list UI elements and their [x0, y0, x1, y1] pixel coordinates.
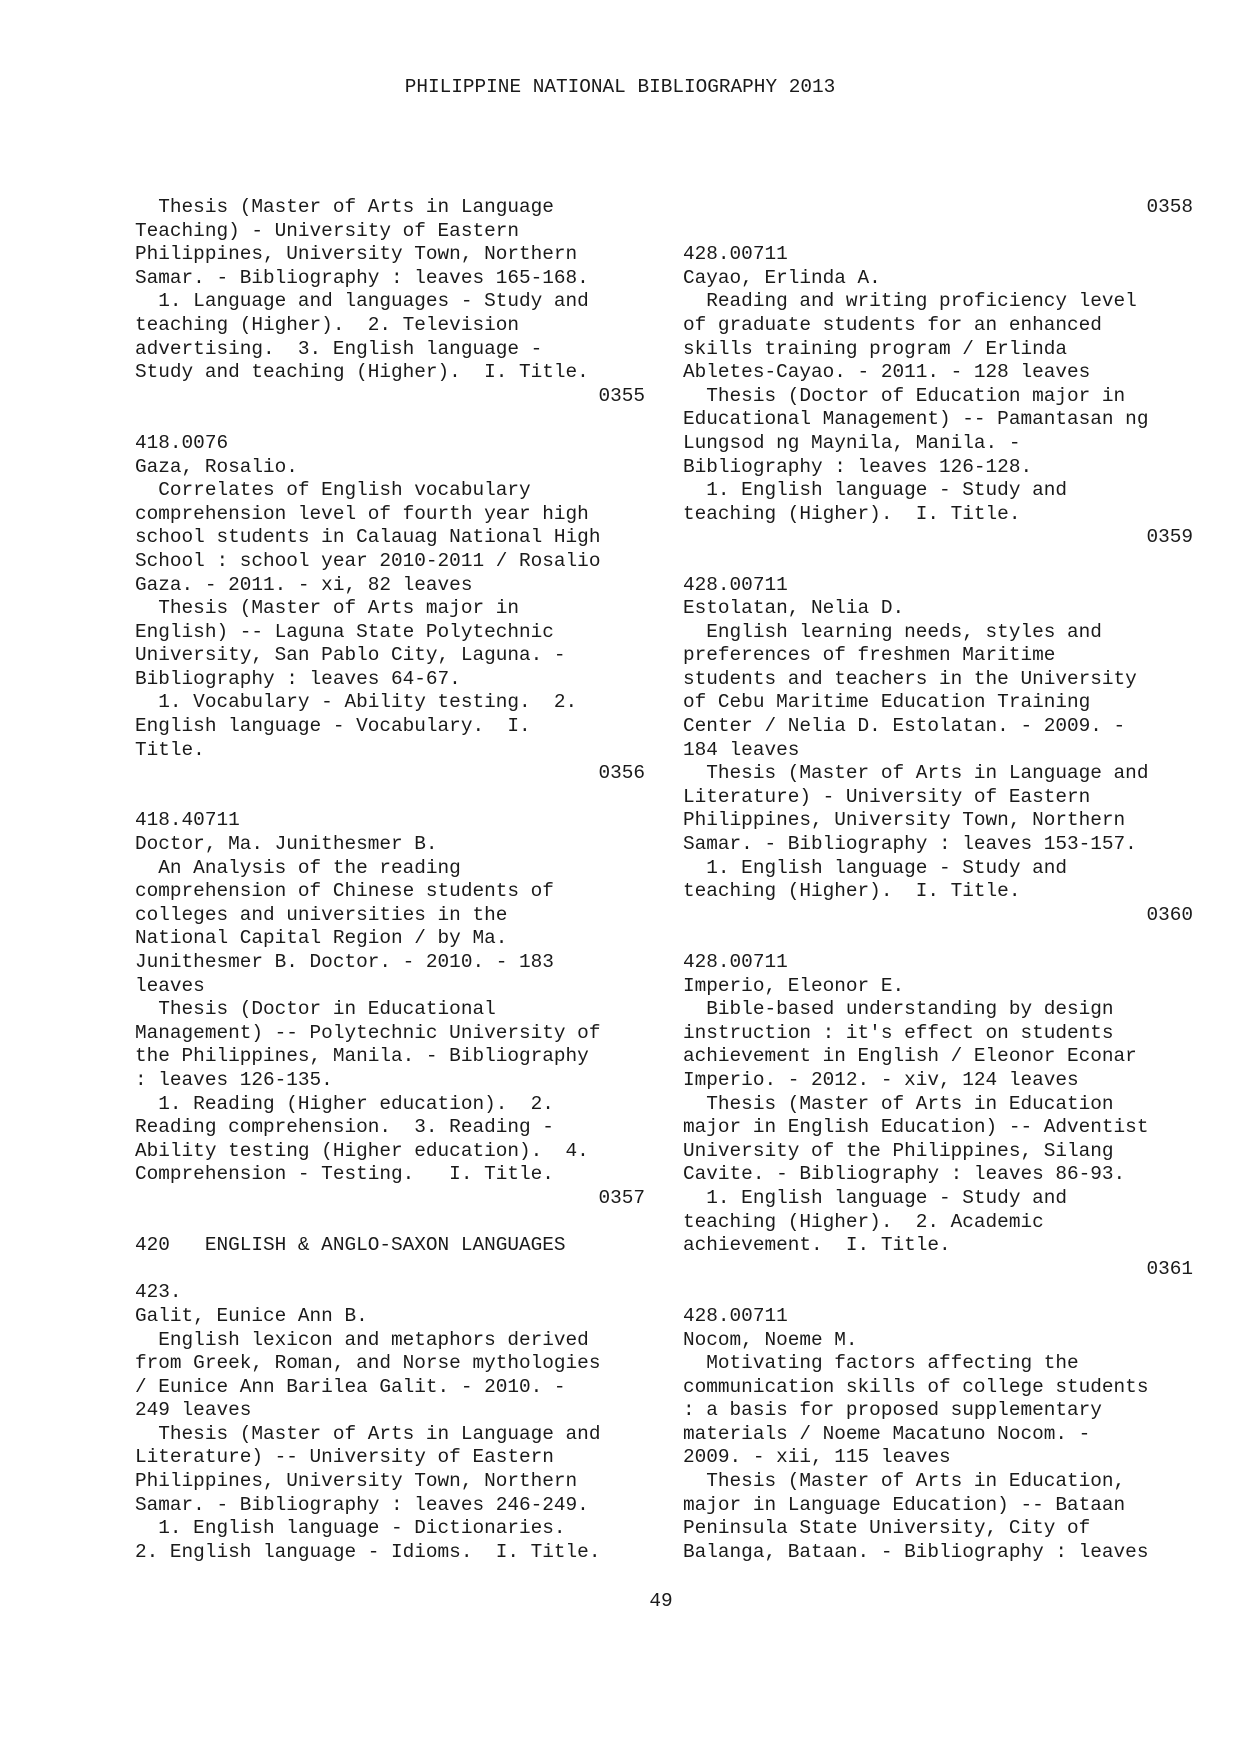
text-line: school students in Calauag National High: [135, 526, 601, 549]
text-line: 428.00711: [683, 243, 788, 266]
text-line: Comprehension - Testing. I. Title.: [135, 1163, 554, 1186]
text-line: Ability testing (Higher education). 4.: [135, 1139, 589, 1162]
text-line: Imperio. - 2012. - xiv, 124 leaves: [683, 1068, 1079, 1091]
text-line: [683, 550, 1193, 574]
entry-number: 0357: [598, 1186, 645, 1209]
text-line: Samar. - Bibliography : leaves 246-249.: [135, 1493, 589, 1516]
text-line: Samar. - Bibliography : leaves 153-157.: [683, 833, 1137, 856]
left-column: [135, 196, 645, 1564]
text-line: instruction : it's effect on students: [683, 1021, 1114, 1044]
text-line: Thesis (Doctor in Educational: [135, 998, 496, 1021]
text-line: Cayao, Erlinda A.: [683, 266, 881, 289]
text-line: 1. English language - Study and: [683, 1186, 1067, 1209]
text-line: leaves: [135, 974, 205, 997]
text-line: [135, 408, 645, 432]
text-line: students and teachers in the University: [683, 667, 1137, 690]
text-line: achievement in English / Eleonor Econar: [683, 1045, 1137, 1068]
text-line: Bibliography : leaves 126-128.: [683, 455, 1033, 478]
entry-number: 0356: [598, 762, 645, 785]
entry-number: 0359: [1146, 526, 1193, 549]
text-line: [135, 786, 645, 810]
text-line: Bibliography : leaves 64-67.: [135, 667, 461, 690]
text-line: Doctor, Ma. Junithesmer B.: [135, 833, 438, 856]
text-line: Thesis (Master of Arts in Language and: [135, 1422, 601, 1445]
text-line: of Cebu Maritime Education Training: [683, 691, 1091, 714]
right-column: [683, 196, 1193, 1564]
entry-number: 0355: [598, 384, 645, 407]
text-line: Study and teaching (Higher). I. Title.: [135, 361, 589, 384]
text-line: from Greek, Roman, and Norse mythologies: [135, 1352, 601, 1375]
text-line: Management) -- Polytechnic University of: [135, 1021, 601, 1044]
text-line: Philippines, University Town, Northern: [135, 1470, 578, 1493]
text-line: Educational Management) -- Pamantasan ng: [683, 408, 1149, 431]
text-line: Peninsula State University, City of: [683, 1517, 1091, 1540]
text-line: Bible-based understanding by design: [683, 998, 1114, 1021]
text-line: : leaves 126-135.: [135, 1068, 333, 1091]
text-line: 2009. - xii, 115 leaves: [683, 1446, 951, 1469]
text-line: Estolatan, Nelia D.: [683, 597, 905, 620]
text-line: Gaza, Rosalio.: [135, 455, 298, 478]
page-header: PHILIPPINE NATIONAL BIBLIOGRAPHY 2013: [404, 76, 836, 98]
text-line: Gaza. - 2011. - xi, 82 leaves: [135, 573, 473, 596]
text-line: Thesis (Master of Arts in Education,: [683, 1470, 1126, 1493]
text-line: : a basis for proposed supplementary: [683, 1399, 1102, 1422]
text-line: 418.40711: [135, 809, 240, 832]
text-line: 184 leaves: [683, 738, 800, 761]
text-line: teaching (Higher). 2. Academic: [683, 1210, 1044, 1233]
text-line: Correlates of English vocabulary: [135, 479, 531, 502]
text-line: Junithesmer B. Doctor. - 2010. - 183: [135, 951, 554, 973]
text-line: [683, 220, 1193, 244]
text-line: Thesis (Master of Arts in Education: [683, 1092, 1114, 1115]
text-line: An Analysis of the reading: [135, 856, 461, 879]
text-line: 1. English language - Study and: [683, 856, 1067, 879]
text-line: English lexicon and metaphors derived: [135, 1328, 589, 1351]
text-line: [135, 1258, 645, 1282]
text-line: Nocom, Noeme M.: [683, 1328, 858, 1351]
text-line: [135, 1211, 645, 1235]
page-number: 49: [649, 1590, 673, 1612]
text-line: University of the Philippines, Silang: [683, 1139, 1114, 1162]
text-line: major in English Education) -- Adventist: [683, 1116, 1149, 1139]
text-line: Thesis (Master of Arts major in: [135, 597, 519, 620]
entry-number: 0360: [1146, 903, 1193, 926]
text-line: Thesis (Master of Arts in Language: [135, 196, 554, 218]
text-line: 418.0076: [135, 431, 229, 454]
text-line: 1. Language and languages - Study and: [135, 290, 589, 313]
text-line: preferences of freshmen Maritime: [683, 644, 1056, 667]
text-line: English) -- Laguna State Polytechnic: [135, 620, 554, 643]
text-line: Reading comprehension. 3. Reading -: [135, 1116, 554, 1139]
text-line: 1. English language - Study and: [683, 479, 1067, 502]
text-line: major in Language Education) -- Bataan: [683, 1493, 1126, 1516]
text-line: Motivating factors affecting the: [683, 1352, 1079, 1375]
text-line: of graduate students for an enhanced: [683, 313, 1102, 336]
text-line: 428.00711: [683, 573, 788, 596]
text-line: teaching (Higher). I. Title.: [683, 880, 1021, 903]
text-line: communication skills of college students: [683, 1375, 1149, 1398]
text-line: [683, 1281, 1193, 1305]
text-line: 428.00711: [683, 1304, 788, 1327]
text-line: Philippines, University Town, Northern: [135, 243, 578, 266]
text-line: English learning needs, styles and: [683, 620, 1102, 643]
text-line: Abletes-Cayao. - 2011. - 128 leaves: [683, 361, 1091, 384]
text-line: Literature) -- University of Eastern: [135, 1446, 554, 1469]
text-line: 249 leaves: [135, 1399, 252, 1422]
text-line: Galit, Eunice Ann B.: [135, 1304, 368, 1327]
text-line: materials / Noeme Macatuno Nocom. -: [683, 1422, 1091, 1445]
text-line: [683, 927, 1193, 951]
text-line: advertising. 3. English language -: [135, 337, 543, 360]
text-line: Center / Nelia D. Estolatan. - 2009. -: [683, 715, 1126, 738]
text-line: comprehension level of fourth year high: [135, 502, 589, 525]
entry-number: 0358: [1146, 196, 1193, 218]
text-line: English language - Vocabulary. I.: [135, 715, 531, 738]
text-line: comprehension of Chinese students of: [135, 880, 554, 903]
text-line: University, San Pablo City, Laguna. -: [135, 644, 566, 667]
text-line: Balanga, Bataan. - Bibliography : leaves: [683, 1540, 1149, 1563]
text-line: Title.: [135, 738, 205, 761]
text-line: School : school year 2010-2011 / Rosalio: [135, 549, 601, 572]
text-line: achievement. I. Title.: [683, 1234, 951, 1257]
text-line: Thesis (Doctor of Education major in: [683, 384, 1126, 407]
text-line: teaching (Higher). 2. Television: [135, 313, 519, 336]
text-line: 423.: [135, 1281, 182, 1304]
text-line: Philippines, University Town, Northern: [683, 809, 1126, 832]
text-line: Thesis (Master of Arts in Language and: [683, 762, 1149, 785]
text-line: Literature) - University of Eastern: [683, 785, 1091, 808]
text-line: 2. English language - Idioms. I. Title.: [135, 1540, 601, 1563]
text-line: Teaching) - University of Eastern: [135, 219, 519, 242]
text-line: Reading and writing proficiency level: [683, 290, 1137, 313]
text-line: Cavite. - Bibliography : leaves 86-93.: [683, 1163, 1126, 1186]
text-line: the Philippines, Manila. - Bibliography: [135, 1045, 589, 1068]
text-line: Lungsod ng Maynila, Manila. -: [683, 431, 1021, 454]
text-line: 1. Vocabulary - Ability testing. 2.: [135, 691, 578, 714]
text-line: 1. English language - Dictionaries.: [135, 1517, 566, 1540]
text-line: teaching (Higher). I. Title.: [683, 502, 1021, 525]
entry-number: 0361: [1146, 1257, 1193, 1280]
text-line: 428.00711: [683, 951, 788, 973]
text-line: colleges and universities in the: [135, 903, 508, 926]
text-line: Samar. - Bibliography : leaves 165-168.: [135, 266, 589, 289]
text-line: Imperio, Eleonor E.: [683, 974, 905, 997]
text-line: National Capital Region / by Ma.: [135, 927, 508, 950]
text-line: / Eunice Ann Barilea Galit. - 2010. -: [135, 1375, 566, 1398]
text-line: skills training program / Erlinda: [683, 337, 1067, 360]
text-line: 1. Reading (Higher education). 2.: [135, 1092, 554, 1115]
text-line: 420 ENGLISH & ANGLO-SAXON LANGUAGES: [135, 1234, 566, 1257]
